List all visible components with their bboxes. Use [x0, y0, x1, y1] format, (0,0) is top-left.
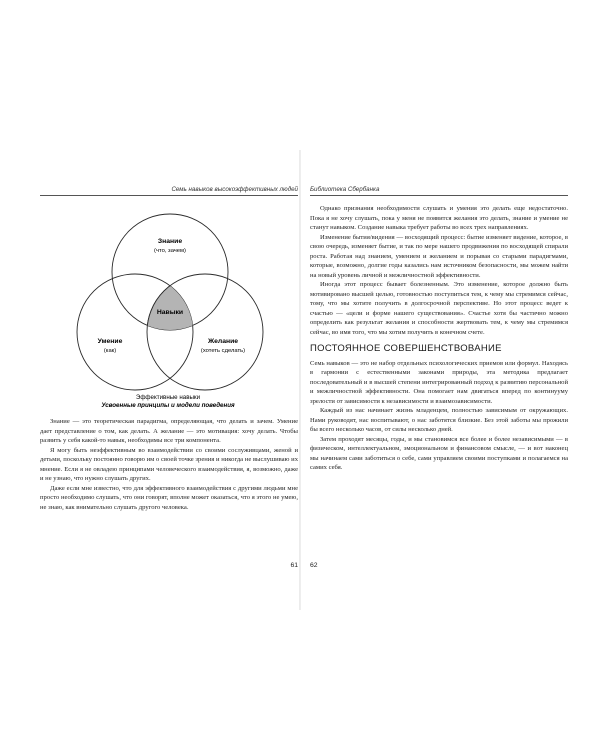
book-fold [299, 150, 301, 610]
circle-left-title: Умение [97, 338, 123, 345]
circle-top-sub: (что, зачем) [154, 248, 186, 254]
right-paragraph-3: Иногда этот процесс бывает болезненным. Это изменение, которое должно быть мотивировано высшей целью, готовностью поступиться тем, к чему мы стремимся сейчас, тому, что мы хотите получить в долгосрочной перспективе. Но этот процесс ведет к счастью — «цели и форме нашего существования». Счастье хотя бы частично можно определить как результат желания и способности жертвовать тем, к чему мы стремимся сейчас, во имя того, что мы хотим получить в конечном счете. [310, 281, 568, 336]
center-label: Навыки [156, 309, 184, 316]
right-paragraph-5: Каждый из нас начинает жизнь младенцем, полностью зависимым от окружающих. Нами руководят, нас воспитывают, о нас заботятся близкие. Без этой заботы мы прожили бы всего несколько часов, от силы несколько дней. [310, 407, 568, 433]
left-page [40, 170, 298, 590]
right-paragraph-1: Однако признания необходимости слушать и умения это делать еще недостаточно. Пока я не хочу слушать, пока у меня не появится желания это делать, знание и умение не станут навыком. Создание навыка требует работы во всех трех направлениях. [310, 205, 568, 231]
center-intersection [147, 274, 263, 390]
right-paragraph-6: Затем проходят месяцы, годы, и мы становимся все более и более независимыми — в физическом, интеллектуальном, эмоциональном и финансовом смысле, — и вот наконец мы начинаем сами заботиться о себе, сами управляем своими поступками и полагаемся на самих себя. [310, 435, 568, 471]
right-paragraph-4: Семь навыков — это не набор отдельных психологических приемов или формул. Находясь в гармонии с естественными законами природы, эта методика предлагает последовательный и в высшей степени интегрированный подход к развитию персональной и межличностной эффективности. Она помогает нам двигаться вперед по континууму зрелости от зависимости к независимости и взаимозависимости. [310, 359, 568, 405]
circle-right-sub: (хотеть сделать) [200, 348, 246, 354]
venn-svg [40, 198, 298, 408]
left-paragraph-3: Даже если мне известно, что для эффективного взаимодействия с другими людьми мне просто необходимо слушать, что они говорят, вполне может оказаться, что я этого не умею, не знаю, как внимательно слушать другого человека. [40, 484, 298, 511]
right-page [310, 170, 568, 590]
section-title: ПОСТОЯННОЕ СОВЕРШЕНСТВОВАНИЕ [310, 343, 502, 354]
left-paragraph-2: Я могу быть неэффективным во взаимодействии со своими сослуживцами, женой и детьми, поскольку постоянно говорю им о своей точке зрения и никогда не выслушиваю их мнение. Если я не овладею принципами человеческого взаимодействия, я, возможно, даже и не узнаю, что нужно слушать других. [40, 446, 298, 482]
circle-right-title: Желание [207, 338, 239, 345]
left-body-text [40, 417, 298, 512]
venn-diagram [40, 198, 298, 408]
running-head-left: Семь навыков высокоэффективных людей [40, 186, 298, 196]
diagram-caption-line1: Эффективные навыки [135, 394, 201, 401]
page-number-right: 62 [310, 562, 318, 569]
right-body-text [310, 204, 568, 473]
running-head-right: Библиотека Сбербанка [310, 186, 568, 196]
page-number-left: 61 [290, 562, 298, 569]
circle-left-sub: (как) [103, 348, 117, 354]
circle-top-title: Знание [157, 238, 183, 245]
diagram-caption-line2: Усвоенные принципы и модели поведения [101, 402, 235, 408]
left-paragraph-1: Знание — это теоретическая парадигма, определяющая, что делать и зачем. Умение дает представление о том, как делать. А желание — это мотивация: хочу делать. Чтобы развить у себя какой-то навык, необходимы все три компонента. [40, 418, 298, 444]
right-paragraph-2: Изменение бытия/видения — восходящий процесс: бытие изменяет видение, которое, в свою очередь, изменяет бытие, и так по мере нашего продвижения по восходящей спирали роста. Работая над знанием, умением и желанием и порывая со старыми парадигмами, которые, возможно, долгие годы казались нам источником безопасности, мы можем найти на новый уровень личной и межличностной эффективности. [310, 233, 568, 279]
